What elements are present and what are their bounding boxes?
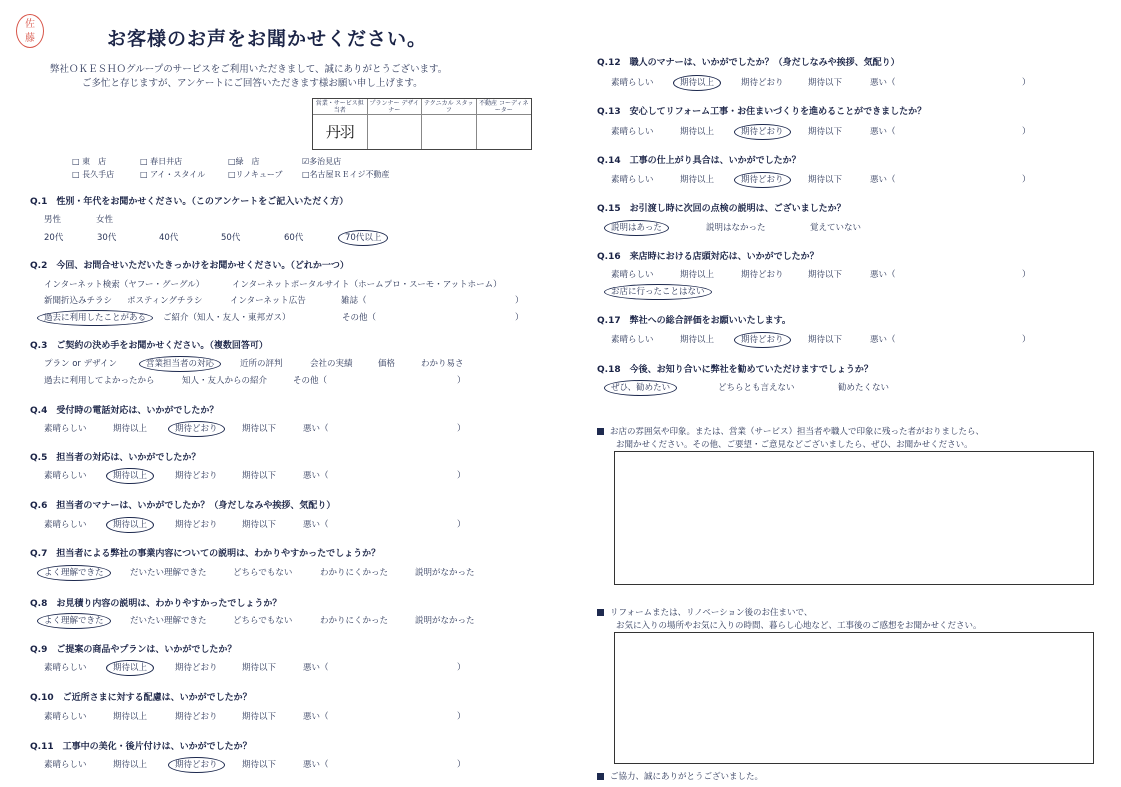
option[interactable]: 会社の実績 bbox=[310, 359, 353, 369]
option[interactable]: 期待どおり bbox=[741, 270, 784, 280]
option[interactable]: わかりにくかった bbox=[320, 568, 389, 578]
staff-value-planner[interactable] bbox=[368, 115, 423, 149]
branch-checkbox[interactable]: □ 春日井店 bbox=[140, 157, 183, 166]
intro-line-2: ご多忙と存じますが、アンケートにご回答いただきます様お願い申し上げます。 bbox=[82, 78, 423, 89]
branch-checkbox[interactable]: □名古屋ＲＥイジ不動産 bbox=[302, 170, 390, 179]
option[interactable]: 悪い（ bbox=[870, 78, 896, 88]
option[interactable]: 新聞折込みチラシ bbox=[44, 296, 113, 306]
question-8-label: Q.8 お見積り内容の説明は、わかりやすかったでしょうか？ bbox=[30, 596, 281, 609]
option[interactable]: 素晴らしい bbox=[44, 471, 87, 481]
option[interactable]: 素晴らしい bbox=[44, 520, 87, 530]
option[interactable]: 素晴らしい bbox=[611, 270, 654, 280]
question-14-label: Q.14 工事の仕上がり具合は、いかがでしたか？ bbox=[597, 153, 801, 166]
option-close: ） bbox=[1022, 127, 1031, 137]
option-close: ） bbox=[457, 663, 466, 673]
option-close: ） bbox=[515, 313, 524, 323]
option-circled[interactable]: 期待どおり bbox=[168, 421, 225, 437]
comment-1-textarea[interactable] bbox=[614, 451, 1094, 585]
question-5-label: Q.5 担当者の対応は、いかがでしたか？ bbox=[30, 450, 200, 463]
question-13-label: Q.13 安心してリフォーム工事・お住まいづくりを進めることができましたか？ bbox=[597, 104, 926, 117]
comment-2-prompt-line-2: お気に入りの場所やお気に入りの時間、暮らし心地など、工事後のご感想をお聞かせください。 bbox=[616, 621, 982, 631]
option-close: ） bbox=[1022, 175, 1031, 185]
option-close: ） bbox=[1022, 270, 1031, 280]
square-bullet-icon bbox=[597, 428, 604, 435]
branch-checkbox[interactable]: □リノキューブ bbox=[228, 170, 283, 179]
question-3-label: Q.3 ご契約の決め手をお聞かせください。（複数回答可） bbox=[30, 338, 268, 351]
option[interactable]: 悪い（ bbox=[303, 424, 329, 434]
option[interactable]: 期待以下 bbox=[242, 520, 277, 530]
option[interactable]: 素晴らしい bbox=[611, 335, 654, 345]
option[interactable]: 覚えていない bbox=[810, 223, 862, 233]
option[interactable]: 期待以下 bbox=[808, 175, 843, 185]
option-circled[interactable]: 説明はあった bbox=[604, 220, 669, 236]
option-close: ） bbox=[457, 712, 466, 722]
option[interactable]: 期待どおり bbox=[175, 520, 218, 530]
option[interactable]: 近所の評判 bbox=[240, 359, 283, 369]
option[interactable]: その他（ bbox=[342, 313, 377, 323]
option[interactable]: 悪い（ bbox=[303, 663, 329, 673]
footer-thanks: ご協力、誠にありがとうございました。 bbox=[610, 772, 764, 782]
option-close: ） bbox=[457, 376, 466, 386]
option[interactable]: 期待以上 bbox=[113, 712, 148, 722]
option-close: ） bbox=[457, 520, 466, 530]
branch-checkbox[interactable]: □ アイ・スタイル bbox=[140, 170, 206, 179]
option[interactable]: 期待以下 bbox=[808, 78, 843, 88]
question-18-label: Q.18 今後、お知り合いに弊社を勧めていただけますでしょうか？ bbox=[597, 362, 873, 375]
branch-checkbox-checked[interactable]: ☑多治見店 bbox=[302, 157, 342, 166]
option-close: ） bbox=[457, 471, 466, 481]
branch-checkbox[interactable]: □ 東 店 bbox=[72, 157, 107, 166]
option[interactable]: 期待以上 bbox=[680, 335, 715, 345]
option[interactable]: 悪い（ bbox=[303, 760, 329, 770]
option-close: ） bbox=[1022, 335, 1031, 345]
option-circled[interactable]: 70代以上 bbox=[338, 230, 388, 246]
option[interactable]: 説明がなかった bbox=[415, 616, 475, 626]
option[interactable]: 20代 bbox=[44, 233, 64, 243]
option[interactable]: プラン or デザイン bbox=[44, 359, 118, 369]
comment-1-prompt-line-2: お聞かせください。その他、ご要望・ご意見などございましたら、ぜひ、お聞かせください。 bbox=[616, 440, 973, 450]
question-16-label: Q.16 来店時における店頭対応は、いかがでしたか？ bbox=[597, 249, 819, 262]
option[interactable]: どちらでもない bbox=[233, 568, 293, 578]
page-title: お客様のお声をお聞かせください。 bbox=[107, 28, 428, 50]
option[interactable]: 期待以下 bbox=[242, 663, 277, 673]
option-circled[interactable]: 期待以上 bbox=[106, 517, 154, 533]
option[interactable]: 期待以下 bbox=[242, 471, 277, 481]
option[interactable]: 悪い（ bbox=[303, 471, 329, 481]
staff-value-sales[interactable]: 丹羽 bbox=[313, 115, 368, 149]
question-10-label: Q.10 ご近所さまに対する配慮は、いかがでしたか？ bbox=[30, 690, 252, 703]
option-circled[interactable]: 期待以上 bbox=[106, 468, 154, 484]
question-11-label: Q.11 工事中の美化・後片付けは、いかがでしたか？ bbox=[30, 739, 252, 752]
option[interactable]: 50代 bbox=[221, 233, 241, 243]
staff-table bbox=[312, 98, 532, 150]
question-1-label: Q.1 性別・年代をお聞かせください。（このアンケートをご記入いただく方） bbox=[30, 194, 348, 207]
option[interactable]: 価格 bbox=[378, 359, 396, 369]
staff-header-sales: 営業・サービス担当者 bbox=[313, 99, 368, 115]
option[interactable]: 期待以下 bbox=[242, 712, 277, 722]
square-bullet-icon bbox=[597, 773, 604, 780]
option[interactable]: 説明はなかった bbox=[706, 223, 766, 233]
option[interactable]: 男性 bbox=[44, 215, 62, 225]
option[interactable]: だいたい理解できた bbox=[130, 616, 207, 626]
branch-checkbox[interactable]: □緑 店 bbox=[228, 157, 260, 166]
option-circled[interactable]: お店に行ったことはない bbox=[604, 284, 712, 300]
option[interactable]: 期待以下 bbox=[808, 270, 843, 280]
option[interactable]: 素晴らしい bbox=[44, 712, 87, 722]
staff-value-technical[interactable] bbox=[422, 115, 477, 149]
question-17-label: Q.17 弊社への総合評価をお願いいたします。 bbox=[597, 313, 791, 326]
option[interactable]: 期待以上 bbox=[680, 175, 715, 185]
option[interactable]: 期待以上 bbox=[680, 127, 715, 137]
option[interactable]: 過去に利用してよかったから bbox=[44, 376, 155, 386]
option-close: ） bbox=[457, 424, 466, 434]
option-circled[interactable]: 期待どおり bbox=[734, 172, 791, 188]
option[interactable]: 期待どおり bbox=[175, 663, 218, 673]
option[interactable]: 期待以下 bbox=[242, 760, 277, 770]
option-circled[interactable]: 期待以上 bbox=[106, 660, 154, 676]
option-circled[interactable]: 期待どおり bbox=[734, 332, 791, 348]
option[interactable]: インターネット広告 bbox=[230, 296, 306, 306]
option[interactable]: 悪い（ bbox=[870, 335, 896, 345]
option[interactable]: 知人・友人からの紹介 bbox=[182, 376, 268, 386]
option-circled[interactable]: 期待どおり bbox=[734, 124, 791, 140]
option[interactable]: 素晴らしい bbox=[44, 663, 87, 673]
option-circled[interactable]: 営業担当者の対応 bbox=[139, 356, 221, 372]
option[interactable]: だいたい理解できた bbox=[130, 568, 207, 578]
option-circled[interactable]: ぜひ、勧めたい bbox=[604, 380, 677, 396]
option-circled[interactable]: 期待以上 bbox=[673, 75, 721, 91]
option[interactable]: インターネットポータルサイト（ホームプロ・スーモ・アットホーム） bbox=[232, 280, 502, 290]
option[interactable]: その他（ bbox=[293, 376, 328, 386]
option[interactable]: 期待どおり bbox=[175, 471, 218, 481]
option[interactable]: 期待以上 bbox=[113, 760, 148, 770]
option[interactable]: 説明がなかった bbox=[415, 568, 475, 578]
comment-1-prompt-line-1: お店の雰囲気や印象。または、営業（サービス）担当者や職人で印象に残った者がおりましたら、 bbox=[610, 427, 985, 437]
option-circled[interactable]: 期待どおり bbox=[168, 757, 225, 773]
question-9-label: Q.9 ご提案の商品やプランは、いかがでしたか？ bbox=[30, 642, 236, 655]
option-circled[interactable]: 過去に利用したことがある bbox=[37, 310, 153, 326]
option[interactable]: 悪い（ bbox=[870, 175, 896, 185]
question-15-label: Q.15 お引渡し時に次回の点検の説明は、ございましたか？ bbox=[597, 201, 846, 214]
question-4-label: Q.4 受付時の電話対応は、いかがでしたか？ bbox=[30, 403, 218, 416]
option[interactable]: どちらでもない bbox=[233, 616, 293, 626]
option[interactable]: 素晴らしい bbox=[44, 760, 87, 770]
question-2-label: Q.2 今回、お問合せいただいたきっかけをお聞かせください。（どれか一つ） bbox=[30, 258, 349, 271]
option[interactable]: 素晴らしい bbox=[611, 127, 654, 137]
option[interactable]: 期待以上 bbox=[680, 270, 715, 280]
option[interactable]: 期待以下 bbox=[808, 127, 843, 137]
option[interactable]: 素晴らしい bbox=[44, 424, 87, 434]
option[interactable]: どちらとも言えない bbox=[718, 383, 795, 393]
option[interactable]: ご紹介（知人・友人・東邦ガス） bbox=[163, 313, 291, 323]
option[interactable]: 勧めたくない bbox=[838, 383, 890, 393]
option[interactable]: 期待どおり bbox=[741, 78, 784, 88]
option[interactable]: 期待以下 bbox=[242, 424, 277, 434]
option[interactable]: 悪い（ bbox=[870, 270, 896, 280]
comment-2-prompt-line-1: リフォームまたは、リノベーション後のお住まいで、 bbox=[610, 608, 813, 618]
option[interactable]: 30代 bbox=[97, 233, 117, 243]
intro-line-1: 弊社ＯＫＥＳＨＯグループのサービスをご利用いただきまして、誠にありがとうございます。 bbox=[50, 64, 448, 75]
option[interactable]: 素晴らしい bbox=[611, 175, 654, 185]
question-6-label: Q.6 担当者のマナーは、いかがでしたか？（身だしなみや挨拶、気配り） bbox=[30, 498, 335, 511]
staff-header-technical: テクニカル スタッフ bbox=[422, 99, 477, 115]
option-circled[interactable]: よく理解できた bbox=[37, 613, 111, 629]
option[interactable]: 期待以上 bbox=[113, 424, 148, 434]
question-12-label: Q.12 職人のマナーは、いかがでしたか？（身だしなみや挨拶、気配り） bbox=[597, 55, 900, 68]
option[interactable]: 素晴らしい bbox=[611, 78, 654, 88]
option[interactable]: わかり易さ bbox=[421, 359, 464, 369]
square-bullet-icon bbox=[597, 609, 604, 616]
option-close: ） bbox=[1022, 78, 1031, 88]
option[interactable]: 悪い（ bbox=[870, 127, 896, 137]
option-circled[interactable]: よく理解できた bbox=[37, 565, 111, 581]
branch-checkbox[interactable]: □ 長久手店 bbox=[72, 170, 115, 179]
option[interactable]: ポスティングチラシ bbox=[127, 296, 203, 306]
comment-2-textarea[interactable] bbox=[614, 632, 1094, 764]
option-close: ） bbox=[515, 296, 524, 306]
staff-header-planner: プランナー デザイナー bbox=[368, 99, 423, 115]
option-close: ） bbox=[457, 760, 466, 770]
option[interactable]: 悪い（ bbox=[303, 520, 329, 530]
option[interactable]: 期待以下 bbox=[808, 335, 843, 345]
name-seal-stamp: 佐 藤 bbox=[16, 14, 44, 48]
option[interactable]: 期待どおり bbox=[175, 712, 218, 722]
option[interactable]: インターネット検索（ヤフー・グーグル） bbox=[44, 280, 205, 290]
option[interactable]: 悪い（ bbox=[303, 712, 329, 722]
option[interactable]: 女性 bbox=[96, 215, 114, 225]
option[interactable]: 40代 bbox=[159, 233, 179, 243]
question-7-label: Q.7 担当者による弊社の事業内容についての説明は、わかりやすかったでしょうか？ bbox=[30, 546, 380, 559]
option[interactable]: わかりにくかった bbox=[320, 616, 389, 626]
option[interactable]: 雑誌（ bbox=[341, 296, 367, 306]
staff-value-realestate[interactable] bbox=[477, 115, 532, 149]
staff-header-realestate: 不動産 コーディネーター bbox=[477, 99, 532, 115]
option[interactable]: 60代 bbox=[284, 233, 304, 243]
